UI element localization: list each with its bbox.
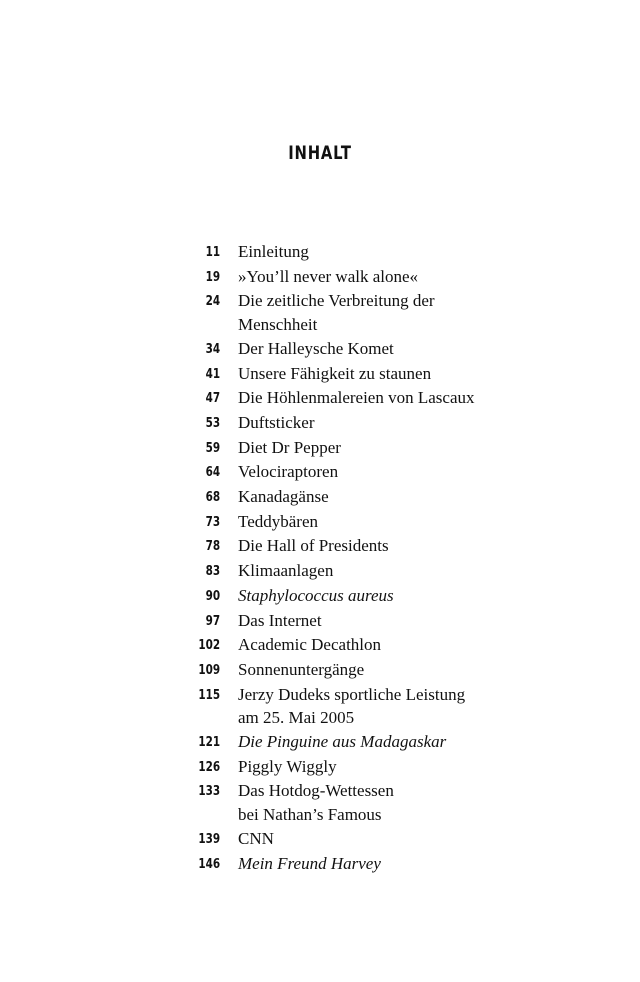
toc-page-number: 126 — [198, 759, 220, 775]
toc-entry-title — [238, 362, 618, 386]
toc-page-number: 24 — [205, 294, 220, 310]
toc-page-number: 97 — [205, 613, 220, 629]
toc-entry-title-line: Staphylococcus aureus — [238, 585, 394, 605]
toc-page-number: 102 — [198, 638, 220, 654]
toc-entry — [0, 755, 640, 780]
toc-page-number: 146 — [198, 856, 220, 872]
toc-page-number: 47 — [205, 391, 220, 407]
page-title: INHALT — [288, 142, 352, 164]
toc-entry-title-line: Einleitung — [238, 242, 309, 261]
toc-entry-title — [238, 755, 618, 779]
toc-entry — [0, 510, 640, 535]
toc-page-number: 83 — [205, 564, 220, 580]
toc-entry-title-line: Unsere Fähigkeit zu staunen — [238, 363, 432, 383]
toc-entry-title-line: Jerzy Dudeks sportliche Leistung — [238, 684, 466, 704]
toc-entry — [0, 337, 640, 362]
toc-entry-title — [238, 240, 618, 264]
toc-entry-title — [238, 534, 618, 558]
toc-entry — [0, 436, 640, 461]
toc-entry-title — [238, 584, 618, 608]
toc-entry-title — [238, 658, 618, 682]
toc-entry-title-line: Das Hotdog-Wettessen — [238, 781, 394, 801]
toc-entry-title — [238, 460, 618, 484]
toc-entry-title-line: Piggly Wiggly — [238, 756, 337, 776]
toc-entry-title-line: CNN — [238, 828, 274, 848]
toc-page-number: 109 — [198, 662, 220, 678]
toc-entry — [0, 658, 640, 683]
toc-page-number: 90 — [205, 588, 220, 604]
toc-entry-title — [238, 683, 618, 730]
toc-entry — [0, 485, 640, 510]
toc-entry-title-line: Duftsticker — [238, 412, 315, 432]
toc-entry-title-line: Der Halleysche Komet — [238, 338, 394, 358]
toc-entry — [0, 683, 640, 730]
toc-entry-title — [238, 485, 618, 509]
toc-entry-title-line: Die Hall of Presidents — [238, 536, 389, 556]
toc-entry-title — [238, 852, 618, 876]
toc-entry — [0, 730, 640, 755]
toc-entry — [0, 289, 640, 336]
toc-page-number: 41 — [205, 366, 220, 382]
toc-entry — [0, 265, 640, 290]
toc-entry-title-line: Kanadagänse — [238, 487, 329, 507]
toc-entry-title — [238, 779, 618, 826]
toc-entry — [0, 633, 640, 658]
toc-page-number: 139 — [198, 831, 220, 847]
toc-page-number: 115 — [198, 687, 220, 703]
toc-entry — [0, 559, 640, 584]
toc-entry-title — [238, 337, 618, 361]
toc-entry — [0, 779, 640, 826]
toc-page-number: 53 — [205, 415, 220, 431]
toc-page-number: 78 — [205, 539, 220, 555]
toc-entry-title-line: Mein Freund Harvey — [238, 853, 381, 873]
toc-entry-title — [238, 289, 618, 336]
toc-page-number: 121 — [198, 735, 220, 751]
toc-entry-title-line: Diet Dr Pepper — [238, 437, 341, 457]
toc-entry-title — [238, 609, 618, 633]
toc-entry-title — [238, 436, 618, 460]
toc-entry-title-line: »You’ll never walk alone« — [238, 266, 419, 286]
table-of-contents — [0, 240, 640, 876]
toc-entry-title-line: Menschheit — [238, 315, 318, 335]
toc-entry — [0, 362, 640, 387]
toc-entry-title — [238, 633, 618, 657]
toc-entry-title-line: Academic Decathlon — [238, 635, 382, 655]
toc-entry — [0, 386, 640, 411]
toc-page-number: 73 — [205, 514, 220, 530]
toc-entry-title-line: Die Pinguine aus Madagaskar — [238, 732, 447, 752]
toc-entry-title-line: Klimaanlagen — [238, 561, 334, 581]
toc-entry-title-line: Teddybären — [238, 511, 318, 531]
toc-entry — [0, 240, 640, 265]
toc-page-number: 64 — [205, 465, 220, 481]
toc-entry-title-line: Die Höhlenmalereien von Lascaux — [238, 388, 475, 408]
toc-entry-title — [238, 827, 618, 851]
toc-entry-title-line: Das Internet — [238, 610, 322, 630]
toc-entry — [0, 827, 640, 852]
toc-entry — [0, 852, 640, 877]
toc-entry-title — [238, 559, 618, 583]
toc-page-number: 34 — [205, 341, 220, 357]
toc-page-number: 133 — [198, 784, 220, 800]
toc-entry-title — [238, 265, 618, 289]
toc-entry-title — [238, 411, 618, 435]
toc-entry — [0, 534, 640, 559]
toc-entry — [0, 460, 640, 485]
toc-entry-title — [238, 386, 618, 410]
toc-entry-title-line: Die zeitliche Verbreitung der — [238, 291, 435, 311]
toc-page-number: 19 — [205, 269, 220, 285]
toc-entry-title-line: am 25. Mai 2005 — [238, 708, 355, 728]
toc-entry-title — [238, 510, 618, 534]
toc-entry-title-line: bei Nathan’s Famous — [238, 805, 382, 825]
toc-entry-title-line: Sonnenuntergänge — [238, 659, 365, 679]
toc-entry — [0, 584, 640, 609]
toc-entry — [0, 609, 640, 634]
toc-entry-title — [238, 730, 618, 754]
toc-page-number: 68 — [205, 490, 220, 506]
toc-entry — [0, 411, 640, 436]
toc-page-number: 11 — [205, 245, 220, 260]
toc-page-number: 59 — [205, 440, 220, 456]
toc-entry-title-line: Velociraptoren — [238, 462, 339, 482]
